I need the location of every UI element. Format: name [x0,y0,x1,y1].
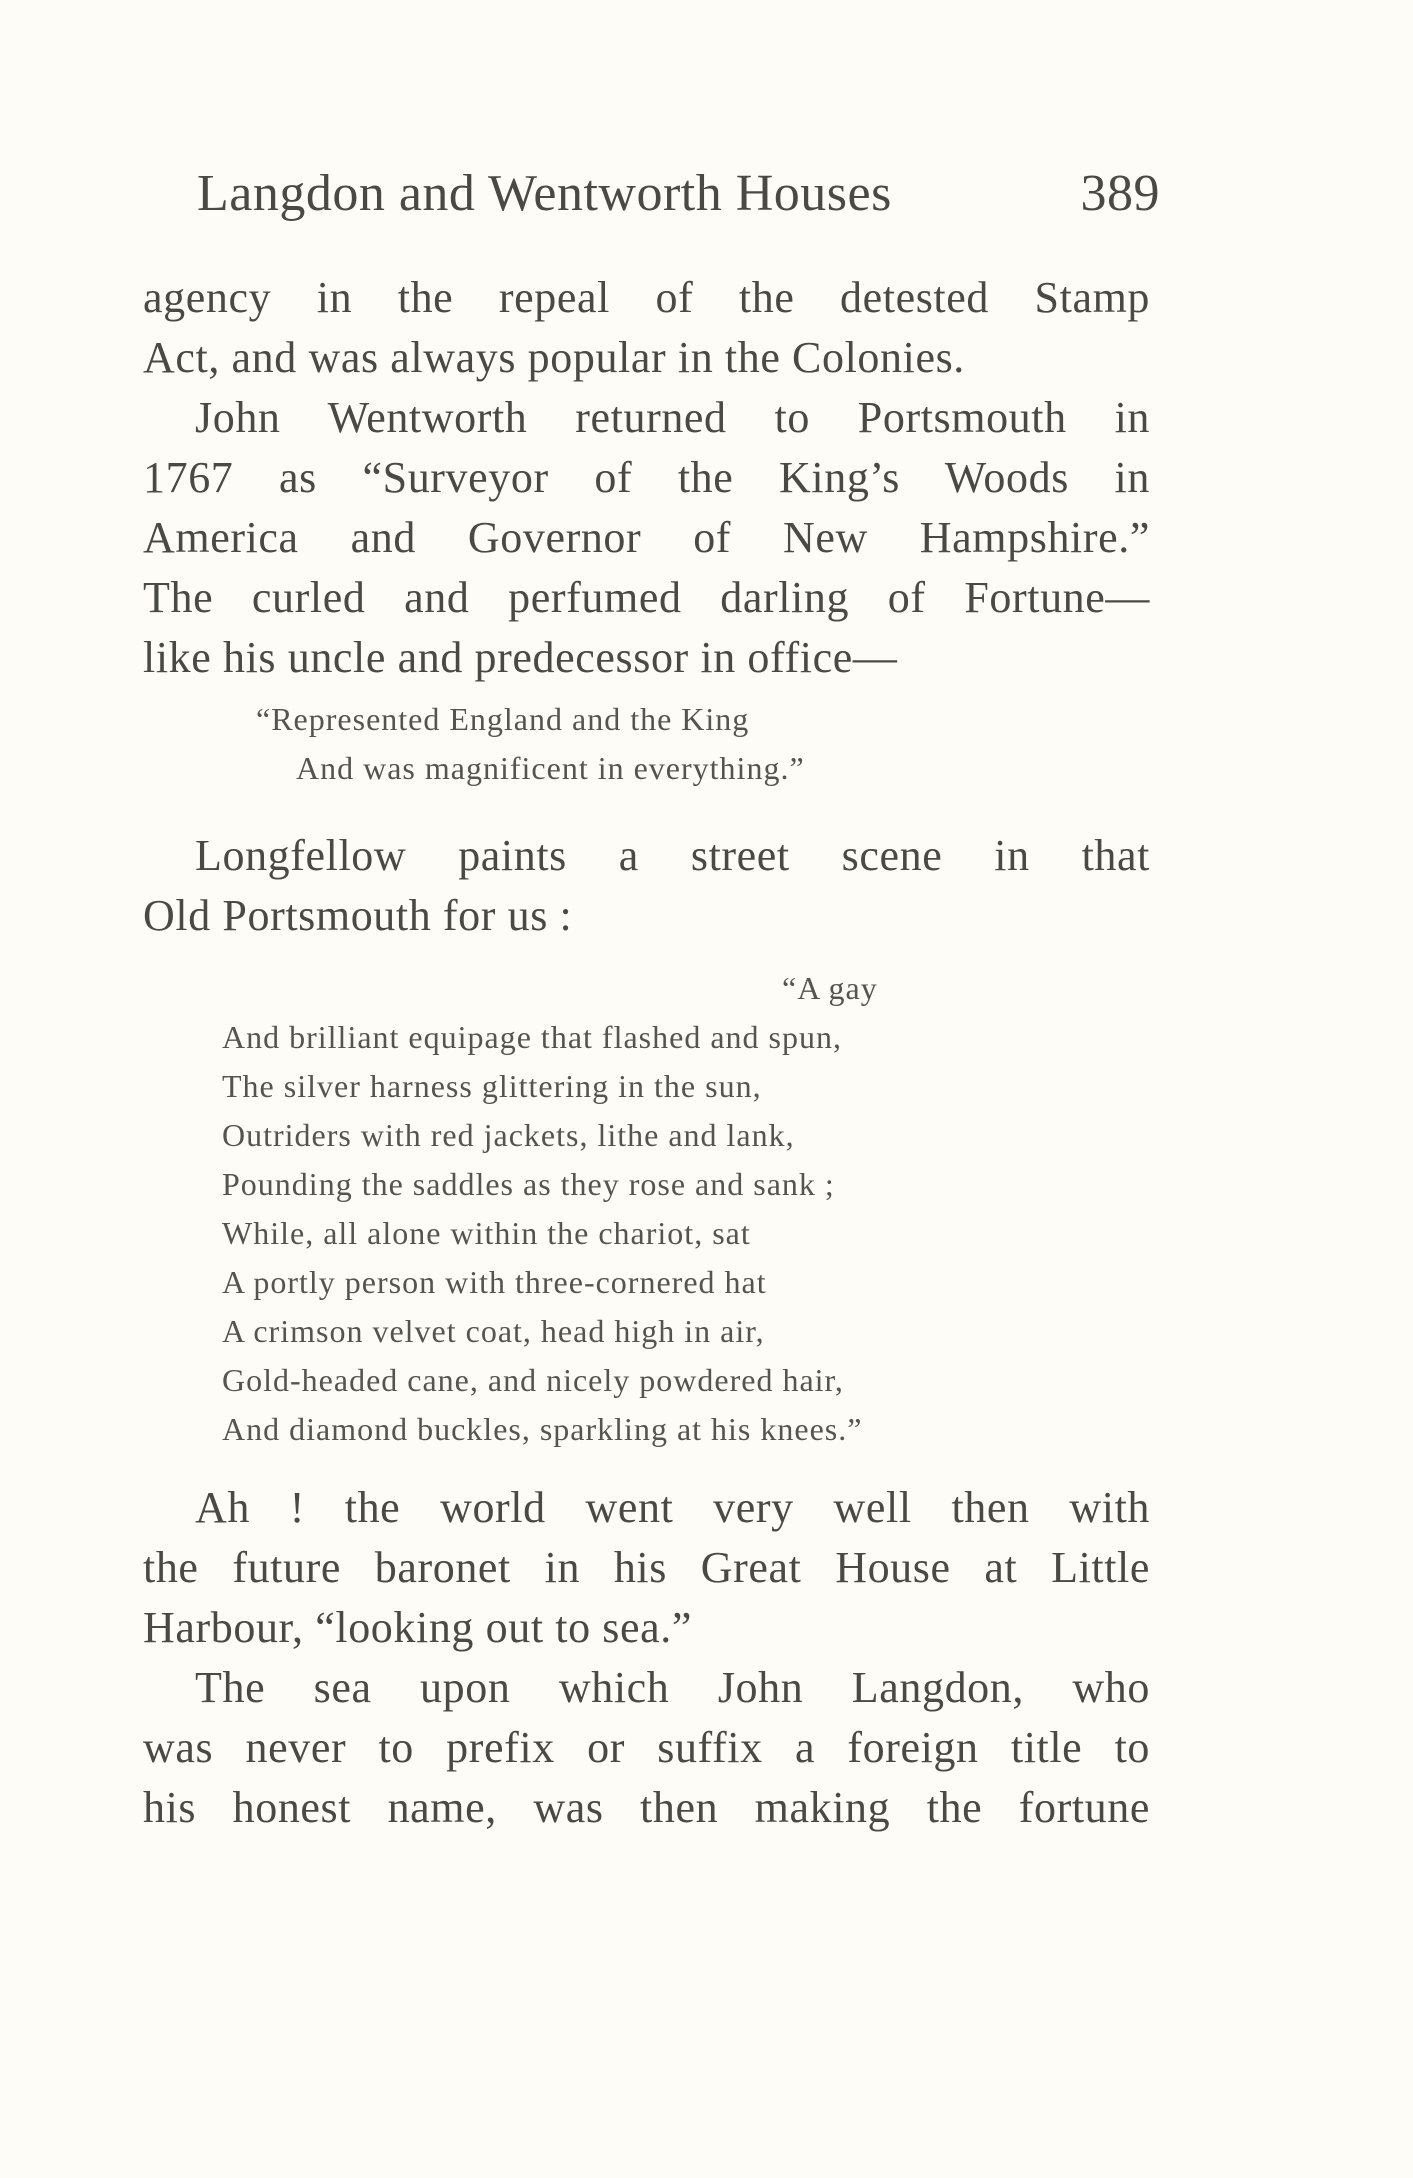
text-line: Ah ! the world went very well then with [195,1483,1150,1532]
verse-line: Gold-headed cane, and nicely powdered hair, [222,1362,844,1398]
verse-line: “Represented England and the King [256,701,750,737]
verse-line: “A gay [782,970,878,1006]
page-number: 389 [1080,165,1160,222]
verse-line: While, all alone within the chariot, sat [222,1215,751,1251]
text-line: was never to prefix or suffix a foreign title to [143,1723,1150,1772]
text-line: 1767 as “Surveyor of the King’s Woods in [143,453,1150,502]
verse-quote-longfellow [222,964,878,1454]
running-title: Langdon and Wentworth Houses [197,165,892,222]
text-line: Harbour, “looking out to sea.” [143,1603,692,1652]
verse-line: The silver harness glittering in the sun, [222,1068,762,1104]
text-line: The sea upon which John Langdon, who [195,1663,1150,1712]
paragraph-john-wentworth [143,388,1150,688]
verse-line: A crimson velvet coat, head high in air, [222,1313,765,1349]
text-line: agency in the repeal of the detested Stamp [143,273,1150,322]
verse-line: Outriders with red jackets, lithe and lank, [222,1117,795,1153]
running-header [197,158,1160,230]
text-line: America and Governor of New Hampshire.” [143,513,1150,562]
text-line: Act, and was always popular in the Colonies. [143,333,965,382]
text-line: his honest name, was then making the fortune [143,1783,1150,1832]
verse-line: And brilliant equipage that flashed and spun, [222,1019,842,1055]
paragraph-ah-the-world [143,1478,1150,1658]
text-line: The curled and perfumed darling of Fortune— [143,573,1150,622]
text-line: like his uncle and predecessor in office— [143,633,898,682]
verse-line: And diamond buckles, sparkling at his knees.” [222,1411,863,1447]
text-line: John Wentworth returned to Portsmouth in [195,393,1150,442]
verse-line: Pounding the saddles as they rose and sank ; [222,1166,835,1202]
text-line: the future baronet in his Great House at Little [143,1543,1150,1592]
paragraph-the-sea [143,1658,1150,1838]
text-line: Old Portsmouth for us : [143,891,573,940]
verse-line: A portly person with three-cornered hat [222,1264,767,1300]
verse-quote-represented-england [256,695,805,793]
paragraph-longfellow [143,826,1150,946]
paragraph-stamp-act [143,268,1150,388]
verse-line: And was magnificent in everything.” [296,750,805,786]
text-line: Longfellow paints a street scene in that [195,831,1150,880]
